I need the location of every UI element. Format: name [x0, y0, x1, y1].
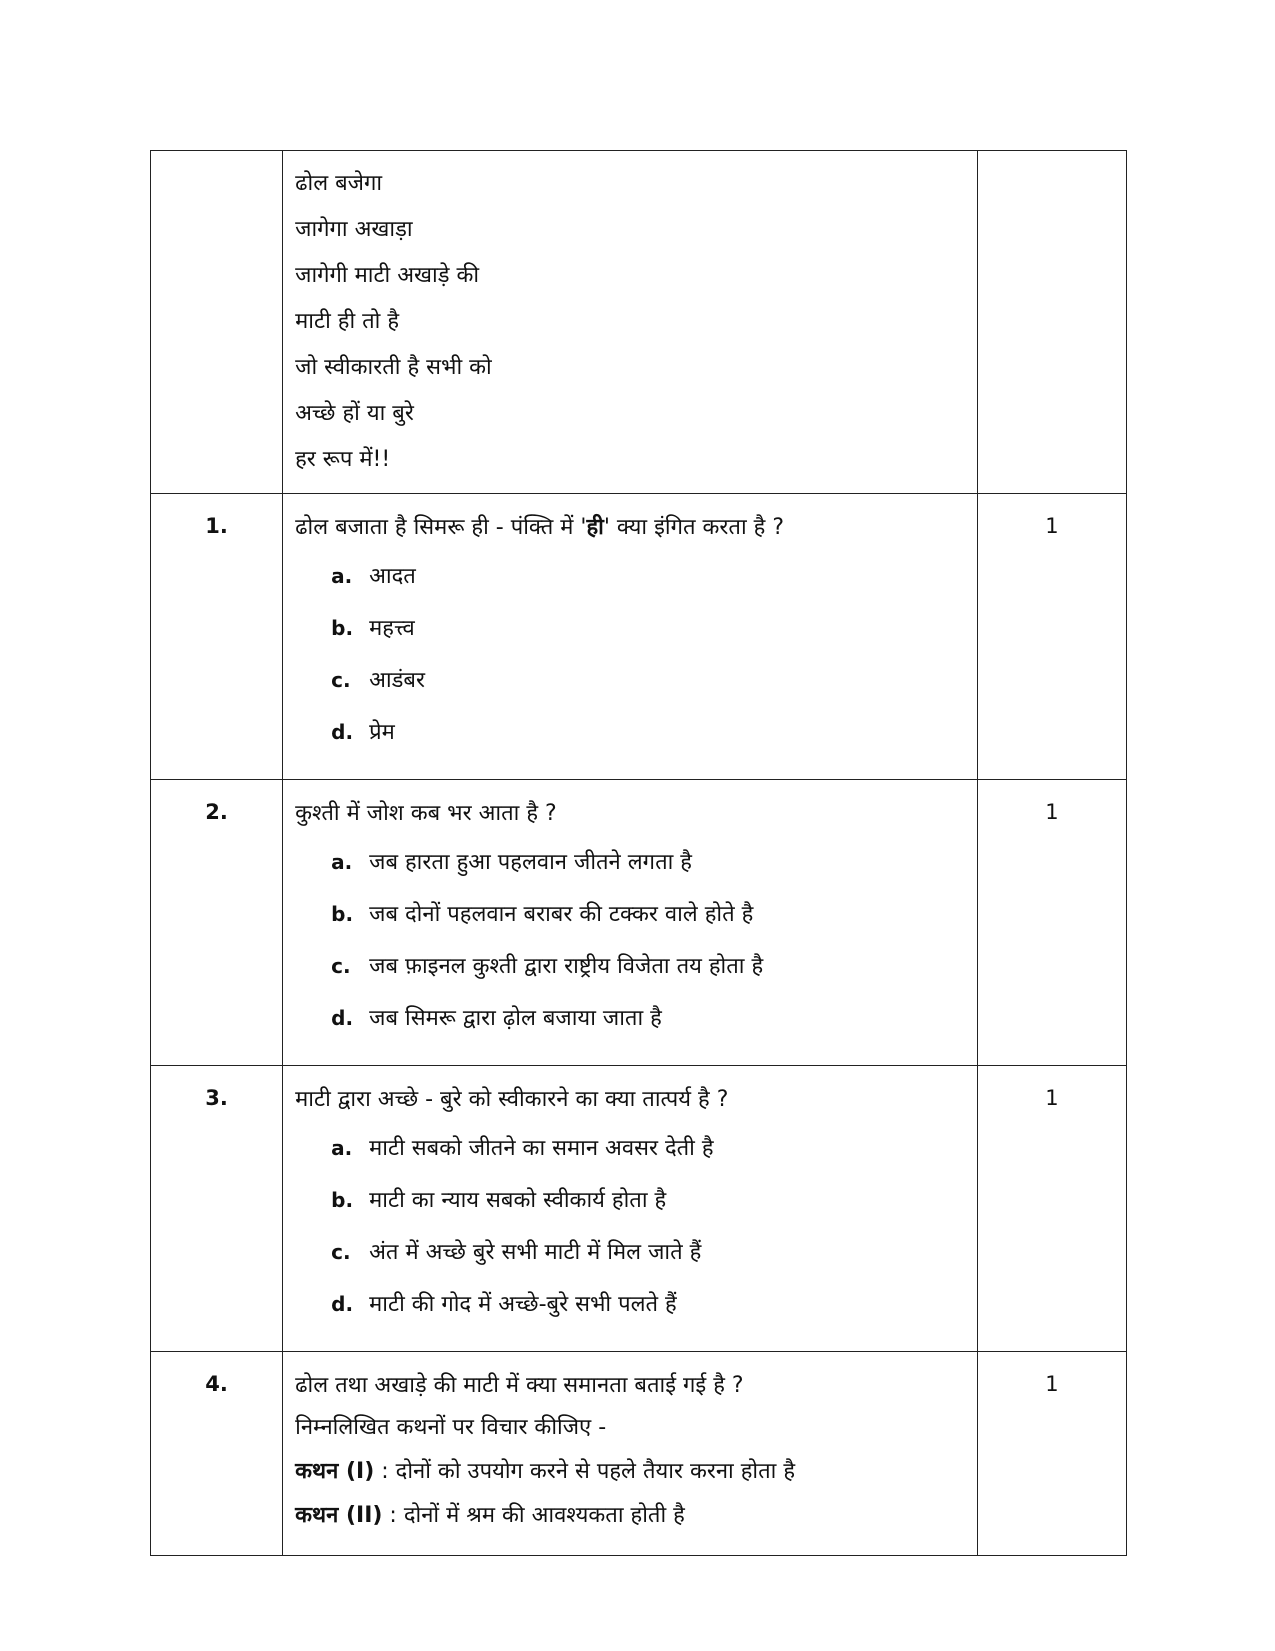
option-text: जब सिमरू द्वारा ढ़ोल बजाया जाता है — [369, 1006, 662, 1031]
option-letter: a. — [331, 850, 353, 874]
statement-text: : दोनों में श्रम की आवश्यकता होती है — [382, 1503, 685, 1528]
question-marks: 1 — [977, 1066, 1126, 1352]
question-text-emphasis: ही — [586, 515, 604, 540]
statement-text: : दोनों को उपयोग करने से पहले तैयार करना होता है — [374, 1459, 796, 1484]
question-text-part: ढोल बजाता है सिमरू ही - पंक्ति में ' — [295, 515, 587, 540]
option-item[interactable] — [295, 836, 967, 888]
option-letter: d. — [331, 1292, 354, 1316]
option-list — [295, 550, 967, 758]
option-item[interactable] — [295, 550, 967, 602]
option-text: जब दोनों पहलवान बराबर की टक्कर वाले होते है — [369, 902, 754, 927]
question-table — [150, 150, 1127, 1556]
option-item[interactable] — [295, 602, 967, 654]
option-letter: b. — [331, 1188, 354, 1212]
question-marks: 1 — [977, 1352, 1126, 1556]
poem-line: अच्छे हों या बुरे — [295, 401, 414, 426]
option-text: जब हारता हुआ पहलवान जीतने लगता है — [369, 850, 692, 875]
statement-line — [295, 1494, 967, 1538]
option-item[interactable] — [295, 1278, 967, 1330]
option-text: माटी का न्याय सबको स्वीकार्य होता है — [369, 1188, 667, 1213]
question-cell — [283, 1066, 978, 1352]
question-cell — [283, 1352, 978, 1556]
option-item[interactable] — [295, 654, 967, 706]
option-letter: a. — [331, 1136, 353, 1160]
option-letter: d. — [331, 1006, 354, 1030]
question-text: कुश्ती में जोश कब भर आता है ? — [295, 801, 557, 826]
option-item[interactable] — [295, 1174, 967, 1226]
option-list — [295, 836, 967, 1044]
option-text: माटी की गोद में अच्छे-बुरे सभी पलते हैं — [369, 1292, 677, 1317]
poem-line: ढोल बजेगा — [295, 171, 383, 196]
question-text — [295, 508, 967, 548]
poem-line: जागेगी माटी अखाड़े की — [295, 263, 480, 288]
option-text: आदत — [369, 564, 416, 589]
option-letter: c. — [331, 668, 351, 692]
option-text: जब फ़ाइनल कुश्ती द्वारा राष्ट्रीय विजेता तय होता है — [369, 954, 764, 979]
option-text: आडंबर — [369, 668, 425, 693]
option-list — [295, 1122, 967, 1330]
empty-marks-cell — [977, 151, 1126, 494]
question-number: 3. — [151, 1066, 283, 1352]
option-item[interactable] — [295, 888, 967, 940]
option-letter: c. — [331, 1240, 351, 1264]
question-marks: 1 — [977, 780, 1126, 1066]
option-text: प्रेम — [369, 720, 395, 745]
option-letter: b. — [331, 902, 354, 926]
statement-label: कथन (I) — [295, 1459, 375, 1484]
option-item[interactable] — [295, 940, 967, 992]
option-letter: c. — [331, 954, 351, 978]
option-text: अंत में अच्छे बुरे सभी माटी में मिल जाते हैं — [369, 1240, 702, 1265]
question-text: माटी द्वारा अच्छे - बुरे को स्वीकारने का क्या तात्पर्य है ? — [295, 1087, 729, 1112]
option-item[interactable] — [295, 1226, 967, 1278]
poem-line: जो स्वीकारती है सभी को — [295, 355, 492, 380]
empty-number-cell — [151, 151, 283, 494]
option-item[interactable] — [295, 1122, 967, 1174]
question-row-4 — [151, 1352, 1127, 1556]
poem-line: माटी ही तो है — [295, 309, 400, 334]
option-letter: d. — [331, 720, 354, 744]
option-letter: a. — [331, 564, 353, 588]
question-row-1 — [151, 494, 1127, 780]
question-cell — [283, 494, 978, 780]
option-letter: b. — [331, 616, 354, 640]
poem-row — [151, 151, 1127, 494]
question-row-3 — [151, 1066, 1127, 1352]
statement-line — [295, 1450, 967, 1494]
poem-line: जागेगा अखाड़ा — [295, 217, 413, 242]
question-cell — [283, 780, 978, 1066]
option-item[interactable] — [295, 706, 967, 758]
question-instruction: निम्नलिखित कथनों पर विचार कीजिए - — [295, 1415, 607, 1440]
statement-label: कथन (II) — [295, 1503, 383, 1528]
option-text: माटी सबको जीतने का समान अवसर देती है — [369, 1136, 714, 1161]
question-text: ढोल तथा अखाड़े की माटी में क्या समानता बताई गई है ? — [295, 1373, 744, 1398]
option-item[interactable] — [295, 992, 967, 1044]
poem-cell — [283, 151, 978, 494]
question-number: 4. — [151, 1352, 283, 1556]
question-number: 2. — [151, 780, 283, 1066]
question-marks: 1 — [977, 494, 1126, 780]
question-row-2 — [151, 780, 1127, 1066]
poem-line: हर रूप में!! — [295, 447, 391, 472]
question-text-part: ' क्या इंगित करता है ? — [603, 515, 785, 540]
question-number: 1. — [151, 494, 283, 780]
option-text: महत्त्व — [369, 616, 415, 641]
